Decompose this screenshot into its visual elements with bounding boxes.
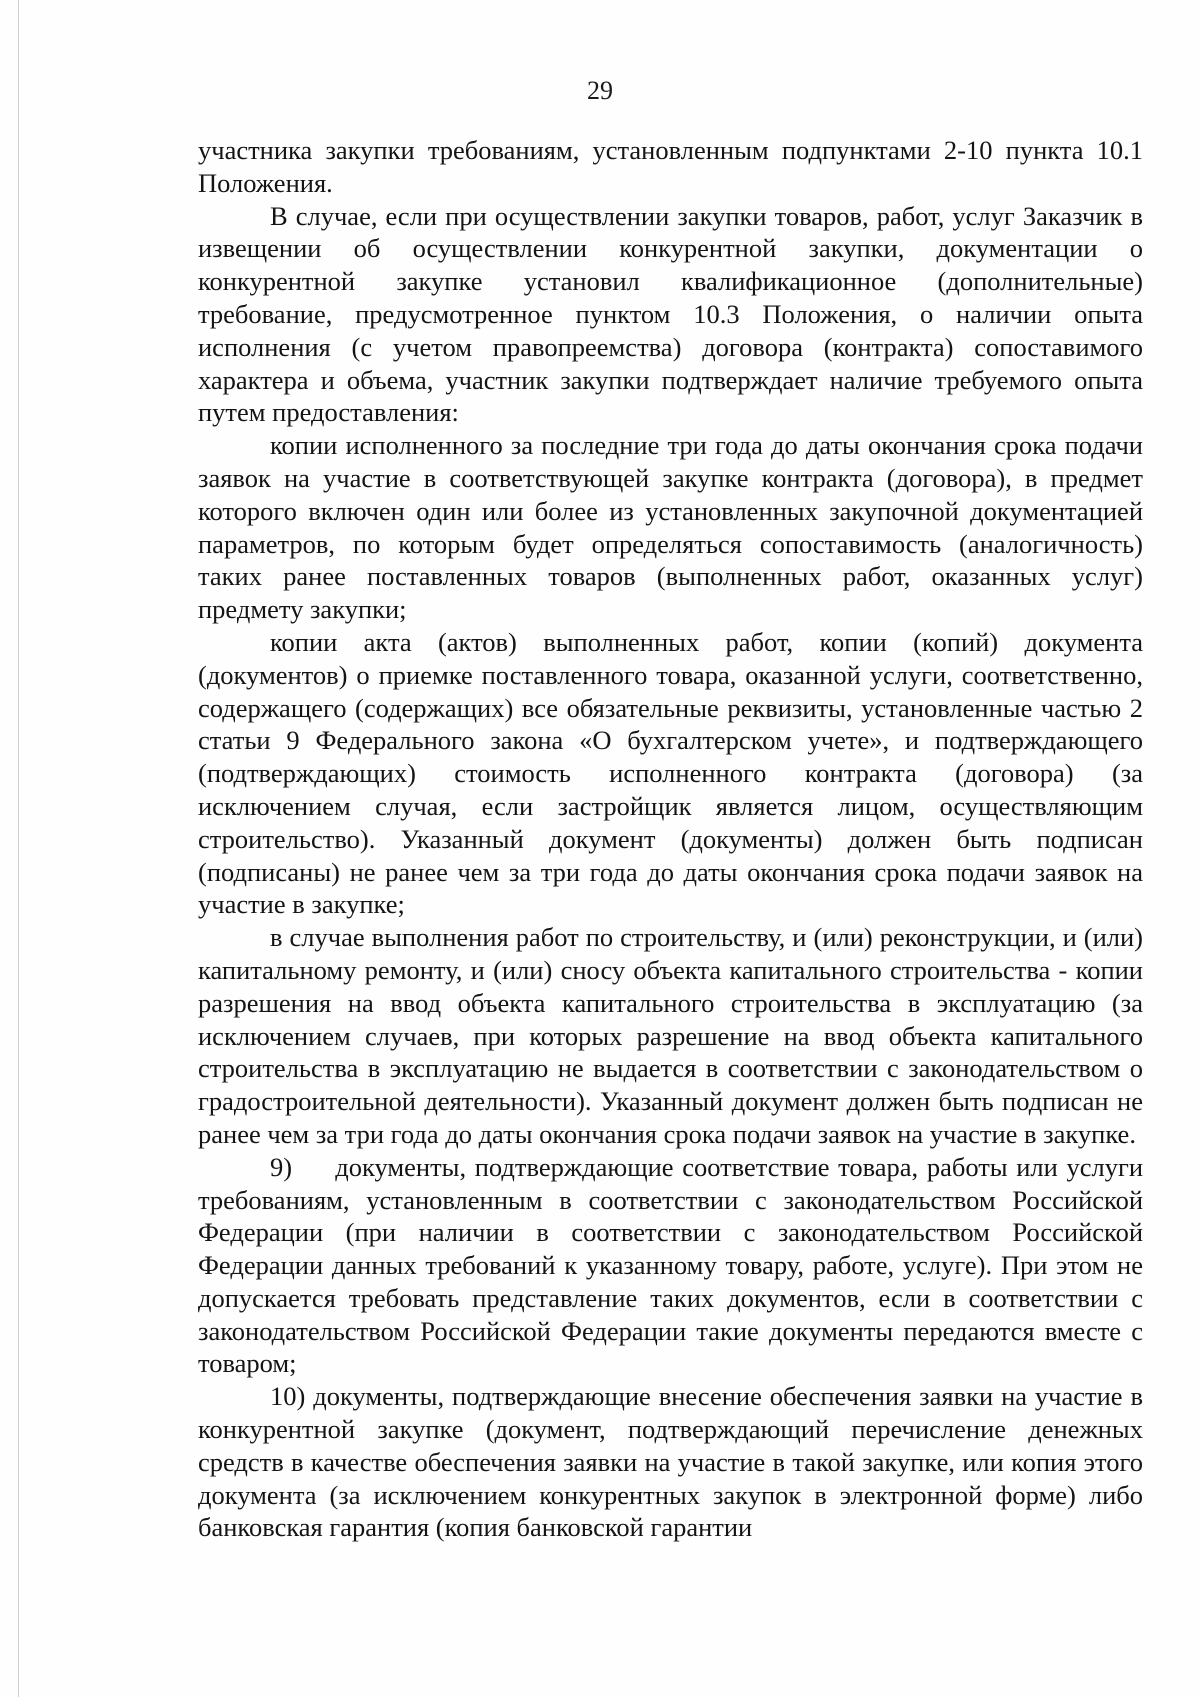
paragraph-qualification-requirement: В случае, если при осуществлении закупки товаров, работ, услуг Заказчик в извещении об осуществлении конкурентной закупки, документации о конкурентной закупке установил квалификационное (дополнительные) требование, предусмотренное пунктом 10.3 Положения, о наличии опыта исполнения (с учетом правопреемства) договора (контракта) сопоставимого характера и объема, участник закупки подтверждает наличие требуемого опыта путем предоставления: (198, 200, 1143, 428)
paragraph-contract-copies: копии исполненного за последние три года до даты окончания срока подачи заявок на участие в соответствующей закупке контракта (договора), в предмет которого включен один или более из установленных закупочной документацией параметров, по которым будет определяться сопоставимость (аналогичность) таких ранее поставленных товаров (выполненных работ, оказанных услуг) предмету закупки; (198, 430, 1143, 625)
page-number: 29 (587, 76, 613, 105)
paragraph-item-9: 9) документы, подтверждающие соответствие товара, работы или услуги требованиям, установленным в соответствии с законодательством Российской Федерации (при наличии в соответствии с законодательством Российской Федерации данных требований к указанному товару, работе, услуге). При этом не допускается требовать представление таких документов, если в соответствии с законодательством Российской Федерации такие документы передаются вместе с товаром; (198, 1151, 1143, 1379)
paragraph-continuation: участника закупки требованиям, установленным подпунктами 2-10 пункта 10.1 Положения. (198, 135, 1143, 198)
document-body (198, 134, 1143, 1544)
paragraph-item-10: 10) документы, подтверждающие внесение обеспечения заявки на участие в конкурентной закупке (документ, подтверждающий перечисление денежных средств в качестве обеспечения заявки на участие в такой закупке, или копия этого документа (за исключением конкурентных закупок в электронной форме) либо банковская гарантия (копия банковской гарантии (198, 1381, 1143, 1543)
paragraph-construction-permit: в случае выполнения работ по строительству, и (или) реконструкции, и (или) капитальному ремонту, и (или) сносу объекта капитального строительства - копии разрешения на ввод объекта капитального строительства в эксплуатацию (за исключением случаев, при которых разрешение на ввод объекта капитального строительства в эксплуатацию не выдается в соответствии с законодательством о градостроительной деятельности). Указанный документ должен быть подписан не ранее чем за три года до даты окончания срока подачи заявок на участие в закупке. (198, 922, 1143, 1149)
paragraph-act-copies: копии акта (актов) выполненных работ, копии (копий) документа (документов) о приемке поставленного товара, оказанной услуги, соответственно, содержащего (содержащих) все обязательные реквизиты, установленные частью 2 статьи 9 Федерального закона «О бухгалтерском учете», и подтверждающего (подтверждающих) стоимость исполненного контракта (договора) (за исключением случая, если застройщик является лицом, осуществляющим строительство). Указанный документ (документы) должен быть подписан (подписаны) не ранее чем за три года до даты окончания срока подачи заявок на участие в закупке; (198, 626, 1143, 920)
scan-edge-line (18, 0, 19, 1697)
